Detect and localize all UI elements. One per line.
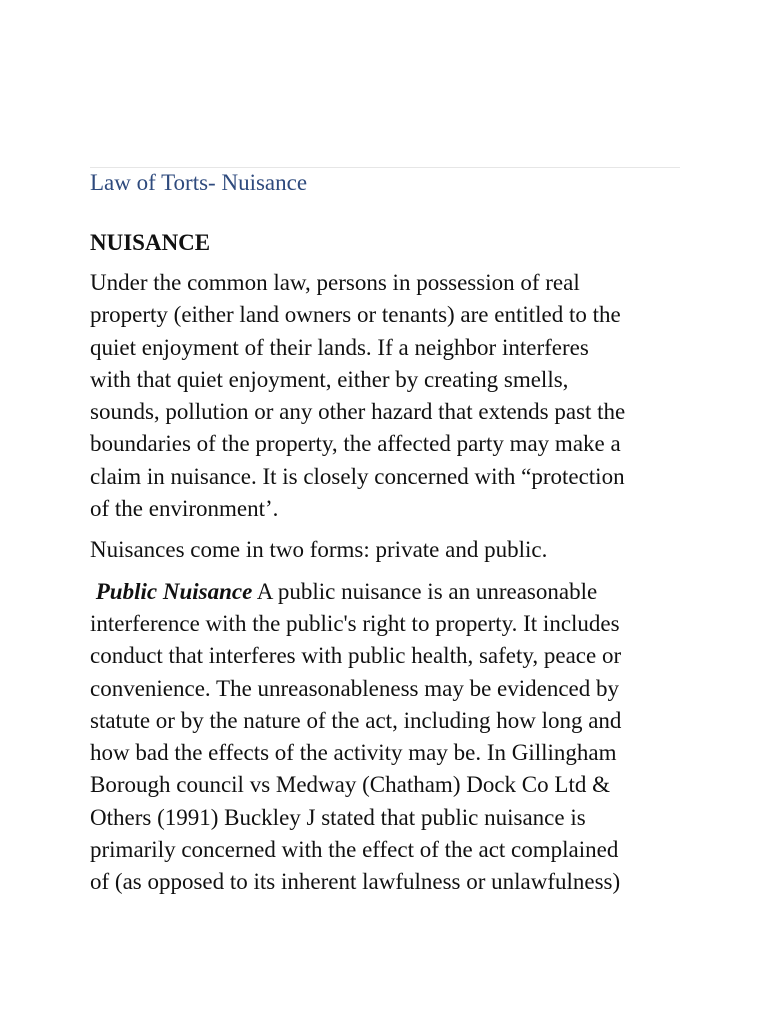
text-line: of (as opposed to its inherent lawfulness or unlawfulness) (90, 869, 621, 895)
text-line: how bad the effects of the activity may be. In Gillingham (90, 740, 617, 766)
text-line: sounds, pollution or any other hazard that extends past the (90, 399, 626, 425)
text-line: Nuisances come in two forms: private and public. (90, 537, 548, 563)
text-line: of the environment’. (90, 496, 279, 522)
document-body (90, 226, 690, 908)
text-line: interference with the public's right to property. It includes (90, 610, 620, 636)
text-run: A public nuisance is an unreasonable (252, 578, 598, 604)
paragraph-public-nuisance (90, 576, 690, 899)
text-line: convenience. The unreasonableness may be evidenced by (90, 675, 619, 701)
text-line: Under the common law, persons in possession of real (90, 270, 580, 295)
text-line: Others (1991) Buckley J stated that public nuisance is (90, 804, 586, 830)
text-line: claim in nuisance. It is closely concerned with “protection (90, 463, 625, 489)
text-line: statute or by the nature of the act, including how long and (90, 707, 622, 733)
section-heading: NUISANCE (90, 230, 211, 255)
text-line-first (90, 576, 690, 608)
text-line: quiet enjoyment of their lands. If a neighbor interferes (90, 334, 589, 360)
text-line: boundaries of the property, the affected party may make a (90, 431, 621, 457)
document-header-title: Law of Torts- Nuisance (90, 170, 308, 195)
public-nuisance-term: Public Nuisance (95, 578, 253, 604)
text-line: with that quiet enjoyment, either by creating smells, (90, 366, 569, 392)
text-line: Borough council vs Medway (Chatham) Dock Co Ltd & (90, 772, 610, 798)
text-line: property (either land owners or tenants) are entitled to the (90, 302, 621, 328)
paragraph-forms (90, 534, 690, 566)
text-line: primarily concerned with the effect of the act complained (90, 837, 619, 863)
paragraph-intro (90, 267, 690, 525)
text-line: conduct that interferes with public health, safety, peace or (90, 643, 622, 669)
